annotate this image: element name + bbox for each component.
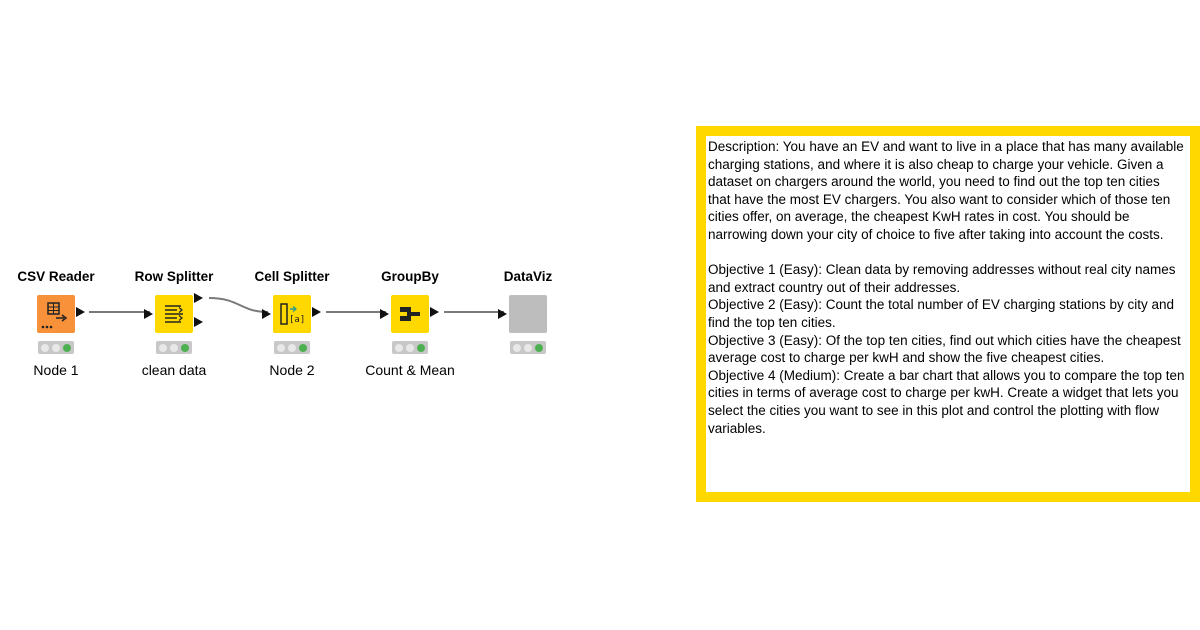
node-label[interactable]: clean data <box>141 362 207 378</box>
status-light-green <box>63 344 71 352</box>
input-port[interactable] <box>144 309 153 319</box>
status-light-yellow <box>406 344 414 352</box>
output-port-top[interactable] <box>194 293 203 303</box>
output-port[interactable] <box>76 307 85 317</box>
status-light-green <box>181 344 189 352</box>
status-traffic-light <box>274 341 310 354</box>
workflow-annotation[interactable] <box>696 126 1200 502</box>
status-traffic-light <box>156 341 192 354</box>
output-port[interactable] <box>312 307 321 317</box>
status-light-yellow <box>524 344 532 352</box>
node-icon-box[interactable] <box>273 295 311 333</box>
csv-reader-icon <box>37 295 75 333</box>
wire-row-splitter-to-cell-splitter <box>209 298 268 312</box>
status-light-green <box>299 344 307 352</box>
node-icon-box[interactable] <box>155 295 193 333</box>
status-traffic-light <box>38 341 74 354</box>
annotation-text: Description: You have an EV and want to live in a place that has many available charging stations, and where it is also cheap to charge your vehicle. Given a dataset on chargers around the world, you need to find out the top ten cities that have the most EV chargers. You also want to consider which of those ten cities offer, on average, the cheapest KwH rates in cost. You should be narrowing down your city of choice to five after taking into account the costs. Objective 1 (Easy): Clean data by removing addresses without real city names and extract country out of their addresses. Objective 2 (Easy): Count the total number of EV charging stations by city and find the top ten cities. Objective 3 (Easy): Of the top ten cities, find out which cities have the cheapest average cost to charge per kwH and show the five cheapest cities. Objective 4 (Medium): Create a bar chart that allows you to compare the top ten cities in terms of average cost to charge per kwH. Create a widget that lets you select the cities you want to see in this plot and control the plotting with flow variables. <box>708 139 1185 436</box>
status-light-red <box>159 344 167 352</box>
status-light-red <box>277 344 285 352</box>
output-port-bottom[interactable] <box>194 317 203 327</box>
node-icon-box[interactable] <box>509 295 547 333</box>
status-light-red <box>513 344 521 352</box>
node-icon-box[interactable] <box>391 295 429 333</box>
node-label[interactable]: Node 1 <box>33 362 79 378</box>
cell-splitter-icon <box>273 295 311 333</box>
node-label[interactable]: Node 2 <box>269 362 315 378</box>
status-traffic-light <box>510 341 546 354</box>
groupby-icon <box>391 295 429 333</box>
node-title: Row Splitter <box>134 269 214 284</box>
node-label[interactable]: Count & Mean <box>365 362 455 378</box>
node-title: Cell Splitter <box>254 269 330 284</box>
svg-text:[a]: [a] <box>289 315 306 325</box>
input-port[interactable] <box>498 309 507 319</box>
node-title: CSV Reader <box>17 269 95 284</box>
status-light-yellow <box>52 344 60 352</box>
component-icon <box>509 295 547 333</box>
node-title: DataViz <box>503 269 553 284</box>
input-port[interactable] <box>380 309 389 319</box>
row-splitter-icon <box>155 295 193 333</box>
status-light-red <box>41 344 49 352</box>
output-port[interactable] <box>430 307 439 317</box>
status-light-yellow <box>288 344 296 352</box>
status-light-green <box>535 344 543 352</box>
input-port[interactable] <box>262 309 271 319</box>
status-traffic-light <box>392 341 428 354</box>
node-title: GroupBy <box>381 269 439 284</box>
status-light-red <box>395 344 403 352</box>
status-light-yellow <box>170 344 178 352</box>
node-icon-box[interactable] <box>37 295 75 333</box>
status-light-green <box>417 344 425 352</box>
